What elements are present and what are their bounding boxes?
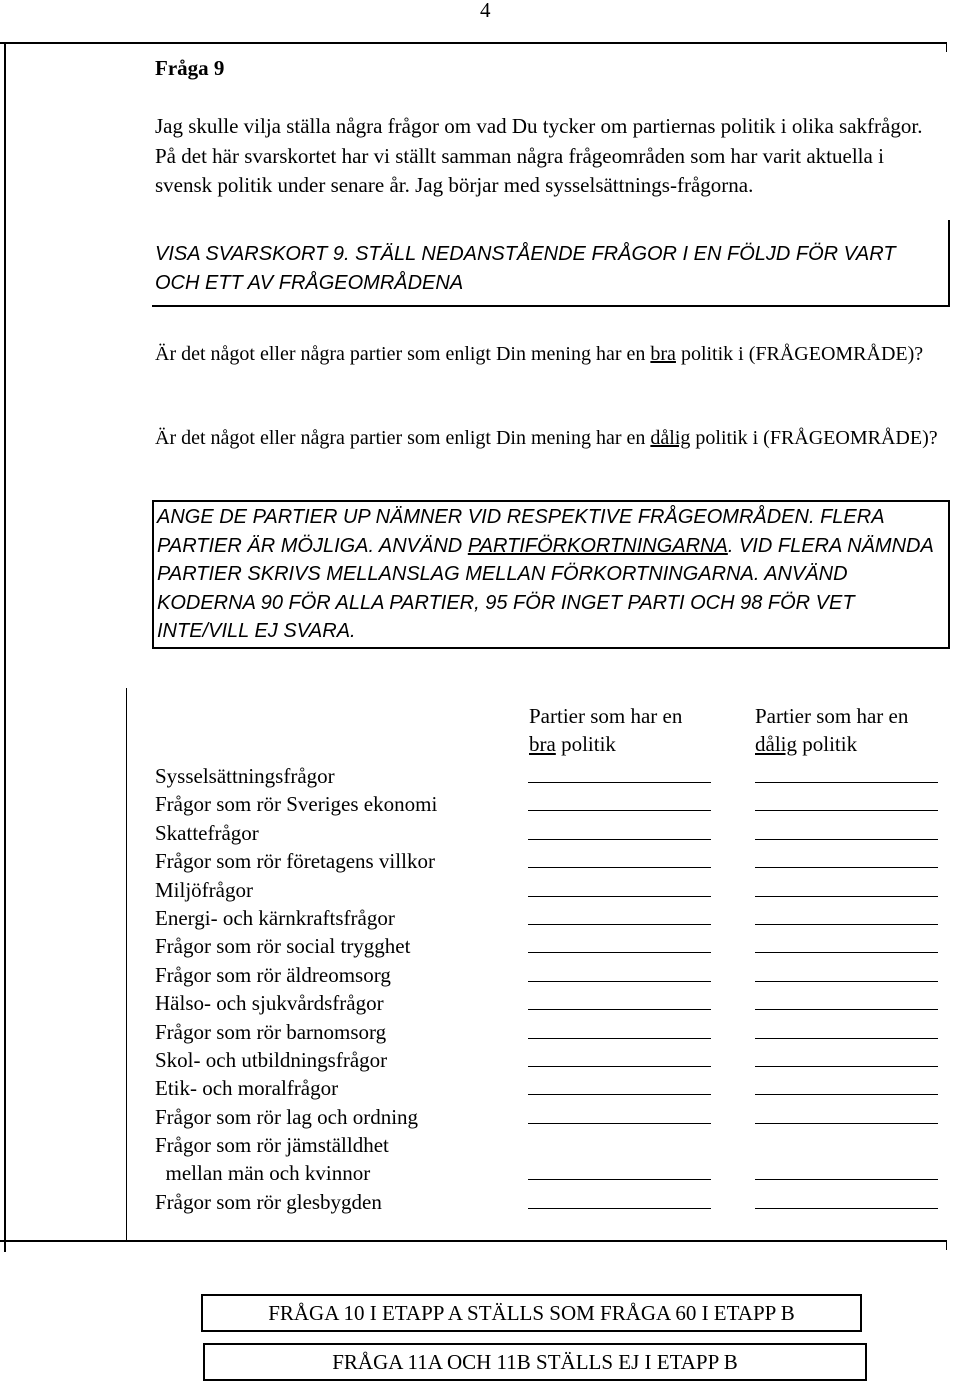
column-header-good: Partier som har en bra politik	[529, 704, 683, 756]
answer-line-bad[interactable]	[755, 981, 938, 982]
answer-line-good[interactable]	[528, 981, 711, 982]
answer-line-bad[interactable]	[755, 1179, 938, 1180]
list-item: mellan män och kvinnor	[155, 1159, 945, 1187]
page-number: 4	[480, 0, 491, 22]
list-item: Frågor som rör företagens villkor	[155, 847, 945, 875]
answer-line-bad[interactable]	[755, 924, 938, 925]
answer-line-good[interactable]	[528, 952, 711, 953]
list-item: Skattefrågor	[155, 819, 945, 847]
answer-line-good[interactable]	[528, 867, 711, 868]
question-intro: Jag skulle vilja ställa några frågor om vad Du tycker om partiernas politik i olika sakfrågor. På det här svarskortet har vi ställt samman några frågeområden som har varit aktuella i svensk politik under senare år. Jag börjar med sysselsättnings-frågorna.	[155, 114, 923, 197]
answer-line-good[interactable]	[528, 924, 711, 925]
list-item: Etik- och moralfrågor	[155, 1074, 945, 1102]
answer-line-good[interactable]	[528, 896, 711, 897]
list-item: Frågor som rör Sveriges ekonomi	[155, 790, 945, 818]
list-item: Frågor som rör äldreomsorg	[155, 961, 945, 989]
frame-bottom-rule	[0, 1240, 946, 1242]
list-item: Miljöfrågor	[155, 876, 945, 904]
answer-line-bad[interactable]	[755, 782, 938, 783]
answer-line-good[interactable]	[528, 1123, 711, 1124]
answer-line-bad[interactable]	[755, 1066, 938, 1067]
answer-line-bad[interactable]	[755, 952, 938, 953]
routing-note-2: FRÅGA 11A OCH 11B STÄLLS EJ I ETAPP B	[203, 1343, 867, 1381]
answer-line-bad[interactable]	[755, 1094, 938, 1095]
list-item: Frågor som rör lag och ordning	[155, 1103, 945, 1131]
answer-line-bad[interactable]	[755, 810, 938, 811]
answer-line-bad[interactable]	[755, 1038, 938, 1039]
list-item: Frågor som rör glesbygden	[155, 1188, 945, 1216]
column-header-bad: Partier som har en dålig politik	[755, 704, 909, 756]
question-bad-policy: Är det något eller några partier som enligt Din mening har en dålig politik i (FRÅGEOMRÅDE)?	[155, 427, 938, 449]
list-item: Frågor som rör barnomsorg	[155, 1018, 945, 1046]
answer-line-good[interactable]	[528, 1208, 711, 1209]
list-item: Sysselsättningsfrågor	[155, 762, 945, 790]
answer-line-good[interactable]	[528, 1038, 711, 1039]
list-item: Energi- och kärnkraftsfrågor	[155, 904, 945, 932]
answer-line-bad[interactable]	[755, 867, 938, 868]
answer-line-bad[interactable]	[755, 839, 938, 840]
frame-left-rule	[4, 42, 6, 1252]
answer-line-good[interactable]	[528, 839, 711, 840]
answer-line-bad[interactable]	[755, 1123, 938, 1124]
frame-top-rule	[0, 42, 946, 44]
frame-inner-rule	[126, 688, 127, 1240]
question-good-policy: Är det något eller några partier som enligt Din mening har en bra politik i (FRÅGEOMRÅDE)?	[155, 343, 924, 365]
question-title: Fråga 9	[155, 56, 225, 80]
list-item: Frågor som rör jämställdhet	[155, 1133, 389, 1158]
answer-line-good[interactable]	[528, 1009, 711, 1010]
list-item: Skol- och utbildningsfrågor	[155, 1046, 945, 1074]
answer-line-good[interactable]	[528, 1094, 711, 1095]
answer-line-good[interactable]	[528, 782, 711, 783]
answer-line-good[interactable]	[528, 1179, 711, 1180]
list-item: Frågor som rör social trygghet	[155, 932, 945, 960]
instruction-text-1: VISA SVARSKORT 9. STÄLL NEDANSTÅENDE FRÅGOR I EN FÖLJD FÖR VART OCH ETT AV FRÅGEOMRÅDENA	[155, 243, 896, 294]
answer-line-bad[interactable]	[755, 896, 938, 897]
frame-tick	[946, 42, 947, 52]
answer-line-bad[interactable]	[755, 1009, 938, 1010]
instruction-text-2: ANGE DE PARTIER UP NÄMNER VID RESPEKTIVE FRÅGEOMRÅDEN. FLERA PARTIER ÄR MÖJLIGA. ANVÄND PARTIFÖRKORTNINGARNA. VID FLERA NÄMNDA PARTIER SKRIVS MELLANSLAG MELLAN FÖRKORTNINGARNA. ANVÄND KODERNA 90 FÖR ALLA PARTIER, 95 FÖR INGET PARTI OCH 98 FÖR VET INTE/VILL EJ SVARA.	[157, 506, 934, 642]
frame-tick	[946, 1240, 947, 1250]
answer-line-good[interactable]	[528, 810, 711, 811]
routing-note-1: FRÅGA 10 I ETAPP A STÄLLS SOM FRÅGA 60 I ETAPP B	[201, 1294, 862, 1332]
answer-line-good[interactable]	[528, 1066, 711, 1067]
answer-line-bad[interactable]	[755, 1208, 938, 1209]
list-item: Hälso- och sjukvårdsfrågor	[155, 989, 945, 1017]
policy-area-list	[155, 762, 945, 1216]
